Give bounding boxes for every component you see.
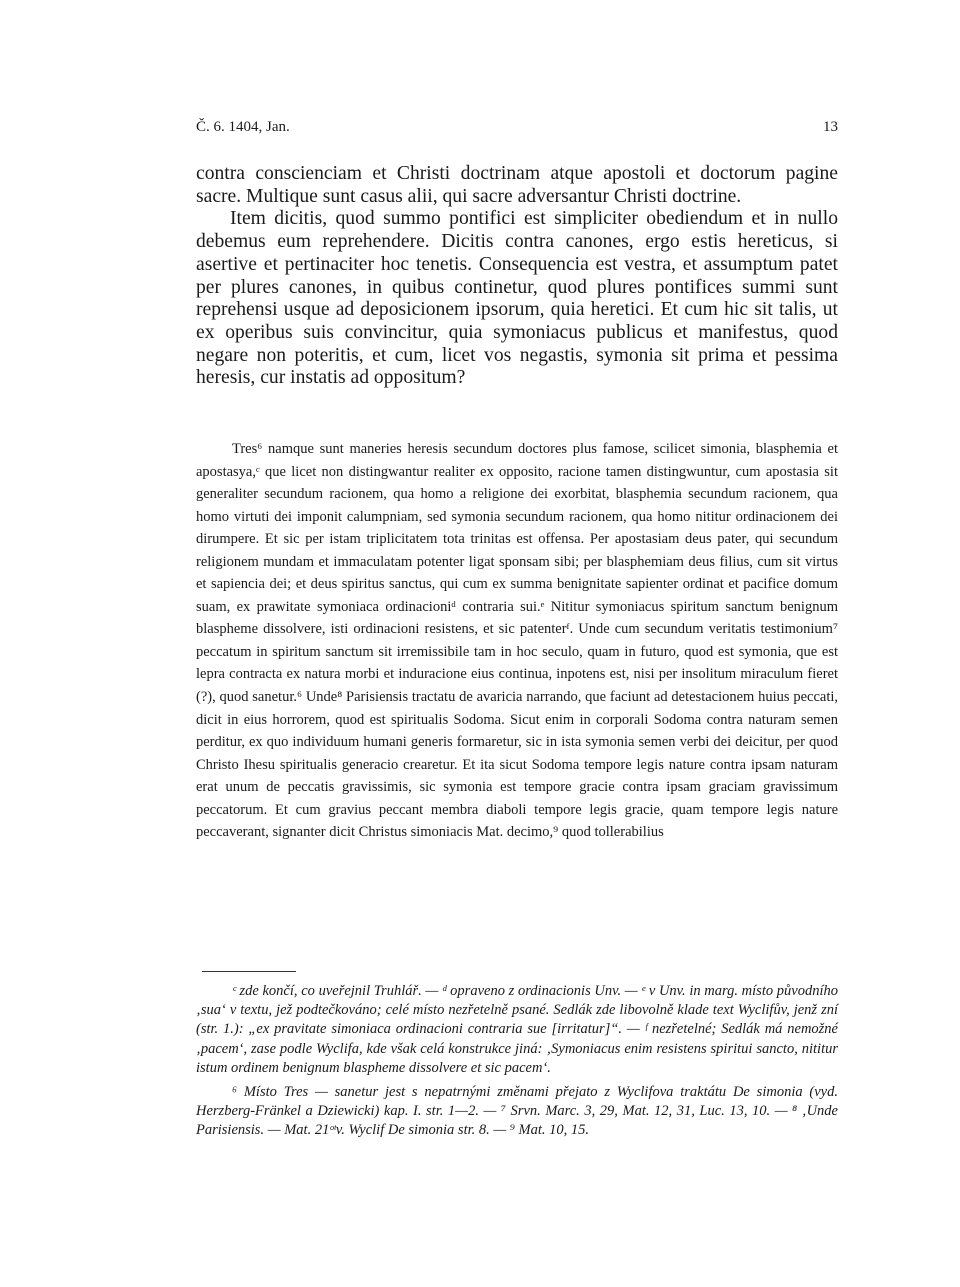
main-paragraph-2: Item dicitis, quod summo pontifici est simpliciter obediendum et in nullo debemus eum reprehendere. Dicitis contra canones, ergo estis hereticus, si asertive et pertinaciter hoc tenetis. Consequencia est vestra, et assumptum patet per plures canones, in quibus continetur, quod plures pontifices summi sunt reprehensi usque ad deposicionem ipsorum, quia heretici. Et cum hic sit talis, ut ex operibus suis convincitur, quia symoniacus publicus et manifestus, quod negare non poteritis, et cum, licet vos negastis, symonia sit prima et pessima heresis, cur instatis ad oppositum?: [196, 208, 838, 389]
footnote-1: ᶜ zde končí, co uveřejnil Truhlář. — ᵈ opraveno z ordinacionis Unv. — ᵉ v Unv. in marg. místo původního ‚sua‘ v textu, jež podtečkováno; celé místo nezřetelně psané. Sedlák zde libovolně klade text Wyclifův, jenž zní (str. 1.): „ex pravitate simoniaca ordinacioni contraria sue [irritatur]“. — ᶠ nezřetelné; Sedlák má nemožné ‚pacem‘, zase podle Wyclifa, kde však celá konstrukce jiná: ‚Symoniacus enim resistens spiritui sancto, nititur istum ordinem benignum blaspheme dissolvere et sic pacem‘.: [196, 983, 838, 1076]
footnote-divider: [202, 971, 296, 972]
running-title: Č. 6. 1404, Jan.: [196, 119, 290, 135]
quoted-passage: [196, 438, 838, 844]
main-paragraph-1: contra conscienciam et Christi doctrinam atque apostoli et doctorum pagine sacre. Multique sunt casus alii, qui sacre adversantur Christi doctrine.: [196, 163, 838, 207]
footnote-2: ⁶ Místo Tres — sanetur jest s nepatrnými změnami přejato z Wyclifova traktátu De simonia (vyd. Herzberg-Fränkel a Dziewicki) kap. I. str. 1—2. — ⁷ Srvn. Marc. 3, 29, Mat. 12, 31, Luc. 13, 10. — ⁸ ‚Unde Parisiensis. — Mat. 21ᵒᵗv. Wyclif De simonia str. 8. — ⁹ Mat. 10, 15.: [196, 1084, 838, 1139]
main-text: [196, 163, 838, 390]
footnotes: [196, 982, 838, 1141]
page-number: 13: [823, 119, 838, 135]
quoted-paragraph: Tres⁶ namque sunt maneries heresis secundum doctores plus famose, scilicet simonia, blasphemia et apostasya,ᶜ que licet non distingwantur realiter ex opposito, racione tamen distingwuntur, cum apostasia sit generaliter secundum racionem, qua homo a religione dei exorbitat, blasphemia secundum racionem, qua homo virtuti dei imponit calumpniam, sed symonia secundum racionem, qua homo nititur ordinacionem dei dirumpere. Et sic per istam triplicitatem tota trinitas est offensa. Per apostasiam deus pater, qui secundum religionem mundam et immaculatam potenter ligat sponsam sibi; per blasphemiam deus filius, cum sit virtus et sapiencia dei; et deus spiritus sanctus, qui cum ex summa benignitate sapienter ordinat et pacifice domum suam, ex prawitate symoniaca ordinacioniᵈ contraria sui.ᵉ Nititur symoniacus spiritum sanctum benignum blaspheme dissolvere, isti ordinacioni resistens, et sic patenterᶠ. Unde cum secundum veritatis testimonium⁷ peccatum in spiritum sanctum sit irremissibile tam in hoc seculo, quam in futuro, quod est symonia, que est lepra contracta ex natura morbi et induracione eius continua, inpotens est, nisi per insolitum miraculum fieret (?), quod sanetur.⁶ Unde⁸ Parisiensis tractatu de avaricia narrando, que faciunt ad detestacionem huius peccati, dicit in eius horrorem, quod est spiritualis Sodoma. Sicut enim in corporali Sodoma contra naturam semen perditur, ex quo individuum humani generis formaretur, sic in ista symonia semen verbi dei deicitur, per quod Christo Ihesu spiritualis generacio crearetur. Et ita sicut Sodoma tempore legis nature contra ipsam naturam erat unum de peccatis gravissimis, sic symonia est tempore gracie contra ipsam graciam gravissimum peccatorum. Et cum gravius peccant membra diaboli tempore legis gracie, quam tempore legis nature peccaverant, signanter dicit Christus simoniacis Mat. decimo,⁹ quod tollerabilius: [196, 441, 838, 841]
running-header: [196, 119, 838, 141]
